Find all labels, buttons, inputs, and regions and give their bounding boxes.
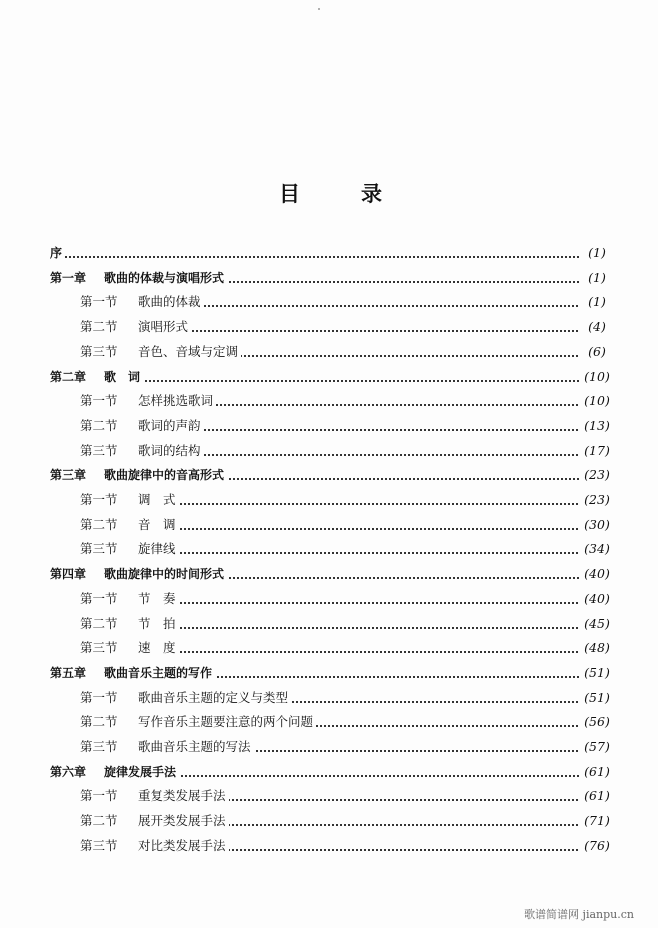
toc-entry-title: 展开类发展手法 xyxy=(138,813,226,828)
toc-page-number: (76) xyxy=(580,836,614,856)
toc-page-number: (13) xyxy=(580,416,614,436)
toc-section-row xyxy=(0,391,658,411)
toc-entry-number: 第一节 xyxy=(80,492,118,507)
toc-section-row xyxy=(0,589,658,609)
toc-entry-label xyxy=(80,638,179,658)
toc-entry-title: 节 奏 xyxy=(138,591,176,606)
toc-page-number: (61) xyxy=(580,786,614,806)
toc-entry-title: 音色、音域与定调 xyxy=(138,344,239,359)
toc-page-number: (48) xyxy=(580,638,614,658)
toc-entry-number: 第六章 xyxy=(50,765,87,779)
toc-page-number: (1) xyxy=(580,243,614,263)
toc-entry-number: 第三节 xyxy=(80,739,118,754)
toc-entry-label xyxy=(80,441,204,461)
toc-page-number: (17) xyxy=(580,441,614,461)
toc-page-number: (45) xyxy=(580,614,614,634)
toc-entry-number: 第三节 xyxy=(80,640,118,655)
toc-entry-title: 歌词的结构 xyxy=(138,443,201,458)
toc-entry-title: 序 xyxy=(50,246,63,260)
toc-section-row xyxy=(0,416,658,436)
toc-page-number: (23) xyxy=(580,465,614,485)
toc-page-number: (61) xyxy=(580,762,614,782)
toc-entry-label xyxy=(80,342,241,362)
toc-page-number: (57) xyxy=(580,737,614,757)
toc-section-row xyxy=(0,317,658,337)
toc-page-number: (51) xyxy=(580,688,614,708)
toc-entry-title: 旋律线 xyxy=(138,541,176,556)
toc-entry-label xyxy=(80,515,179,535)
toc-entry-title: 歌曲音乐主题的写作 xyxy=(104,666,213,680)
toc-entry-title: 重复类发展手法 xyxy=(138,788,226,803)
toc-entry-number: 第三节 xyxy=(80,443,118,458)
toc-entry-label xyxy=(80,737,254,757)
toc-page-number: (40) xyxy=(580,564,614,584)
toc-chapter-row xyxy=(0,762,658,782)
leader-dots xyxy=(50,256,594,258)
toc-page-number: (71) xyxy=(580,811,614,831)
toc-page-number: (51) xyxy=(580,663,614,683)
toc-entry-label xyxy=(50,564,227,584)
toc-entry-number: 第三章 xyxy=(50,468,87,482)
toc-entry-label xyxy=(80,786,229,806)
toc-entry-label xyxy=(80,589,179,609)
toc-chapter-row xyxy=(0,367,658,387)
toc-entry-title: 歌曲的体裁 xyxy=(138,294,201,309)
toc-chapter-row xyxy=(0,268,658,288)
toc-entry-label xyxy=(80,811,229,831)
toc-entry-label xyxy=(80,416,204,436)
toc-chapter-row xyxy=(0,243,658,263)
toc-entry-number: 第三节 xyxy=(80,541,118,556)
toc-entry-label xyxy=(80,614,179,634)
toc-entry-title: 歌 词 xyxy=(104,370,141,384)
toc-entry-title: 演唱形式 xyxy=(138,319,189,334)
toc-entry-number: 第三节 xyxy=(80,838,118,853)
toc-page-number: (10) xyxy=(580,391,614,411)
toc-page-number: (23) xyxy=(580,490,614,510)
toc-entry-number: 第三节 xyxy=(80,344,118,359)
toc-entry-title: 对比类发展手法 xyxy=(138,838,226,853)
toc-entry-label xyxy=(80,712,316,732)
toc-section-row xyxy=(0,539,658,559)
toc-page-number: (1) xyxy=(580,268,614,288)
toc-chapter-row xyxy=(0,564,658,584)
toc-section-row xyxy=(0,342,658,362)
toc-entry-label xyxy=(50,268,227,288)
toc-page-number: (30) xyxy=(580,515,614,535)
toc-page-number: (6) xyxy=(580,342,614,362)
toc-entry-title: 歌曲的体裁与演唱形式 xyxy=(104,271,225,285)
watermark: 歌谱简谱网 jianpu.cn xyxy=(524,908,634,921)
toc-section-row xyxy=(0,441,658,461)
toc-entry-label xyxy=(80,688,291,708)
toc-entry-label xyxy=(80,490,179,510)
toc-section-row xyxy=(0,490,658,510)
toc-entry-title: 旋律发展手法 xyxy=(104,765,177,779)
toc-title-char-2: 录 xyxy=(361,182,382,206)
toc-page-number: (34) xyxy=(580,539,614,559)
toc-section-row xyxy=(0,811,658,831)
toc-entry-label xyxy=(80,539,179,559)
toc-entry-number: 第二节 xyxy=(80,813,118,828)
toc-entry-title: 写作音乐主题要注意的两个问题 xyxy=(138,714,314,729)
toc-entry-title: 歌词的声韵 xyxy=(138,418,201,433)
toc-section-row xyxy=(0,712,658,732)
toc-entry-number: 第一节 xyxy=(80,690,118,705)
toc-section-row xyxy=(0,292,658,312)
toc-entry-title: 音 调 xyxy=(138,517,176,532)
toc-entry-number: 第二节 xyxy=(80,418,118,433)
toc-entry-title: 歌曲音乐主题的定义与类型 xyxy=(138,690,289,705)
toc-section-row xyxy=(0,614,658,634)
toc-entry-title: 怎样挑选歌词 xyxy=(138,393,214,408)
toc-entry-number: 第一节 xyxy=(80,788,118,803)
toc-section-row xyxy=(0,786,658,806)
toc-entry-number: 第四章 xyxy=(50,567,87,581)
toc-entry-label xyxy=(80,836,229,856)
toc-entry-label xyxy=(80,292,204,312)
toc-chapter-row xyxy=(0,465,658,485)
toc-entry-label xyxy=(80,317,191,337)
toc-section-row xyxy=(0,688,658,708)
toc-entry-number: 第二节 xyxy=(80,319,118,334)
toc-entry-title: 速 度 xyxy=(138,640,176,655)
toc-entry-label xyxy=(50,367,143,387)
toc-entry-label xyxy=(50,663,215,683)
toc-entry-title: 调 式 xyxy=(138,492,176,507)
toc-entry-number: 第一节 xyxy=(80,591,118,606)
toc-entry-title: 歌曲音乐主题的写法 xyxy=(138,739,251,754)
toc-entry-number: 第一节 xyxy=(80,393,118,408)
toc-entry-label xyxy=(50,243,65,263)
toc-chapter-row xyxy=(0,663,658,683)
toc-page-number: (56) xyxy=(580,712,614,732)
toc-entry-number: 第一节 xyxy=(80,294,118,309)
toc-entry-label xyxy=(80,391,216,411)
toc-title-char-1: 目 xyxy=(279,182,300,206)
toc-entry-title: 节 拍 xyxy=(138,616,176,631)
toc-entry-number: 第二章 xyxy=(50,370,87,384)
toc-entry-number: 第五章 xyxy=(50,666,87,680)
toc-entry-title: 歌曲旋律中的时间形式 xyxy=(104,567,225,581)
toc-entry-number: 第一章 xyxy=(50,271,87,285)
toc-page-number: (10) xyxy=(580,367,614,387)
scan-speck xyxy=(318,8,320,10)
toc-entry-number: 第二节 xyxy=(80,714,118,729)
toc-page-number: (1) xyxy=(580,292,614,312)
toc-page-number: (4) xyxy=(580,317,614,337)
toc-section-row xyxy=(0,737,658,757)
toc-section-row xyxy=(0,836,658,856)
toc-section-row xyxy=(0,638,658,658)
toc-entry-title: 歌曲旋律中的音高形式 xyxy=(104,468,225,482)
toc-section-row xyxy=(0,515,658,535)
toc-page-number: (40) xyxy=(580,589,614,609)
toc-entry-number: 第二节 xyxy=(80,517,118,532)
toc-entry-label xyxy=(50,465,227,485)
toc-entry-label xyxy=(50,762,179,782)
toc-entry-number: 第二节 xyxy=(80,616,118,631)
